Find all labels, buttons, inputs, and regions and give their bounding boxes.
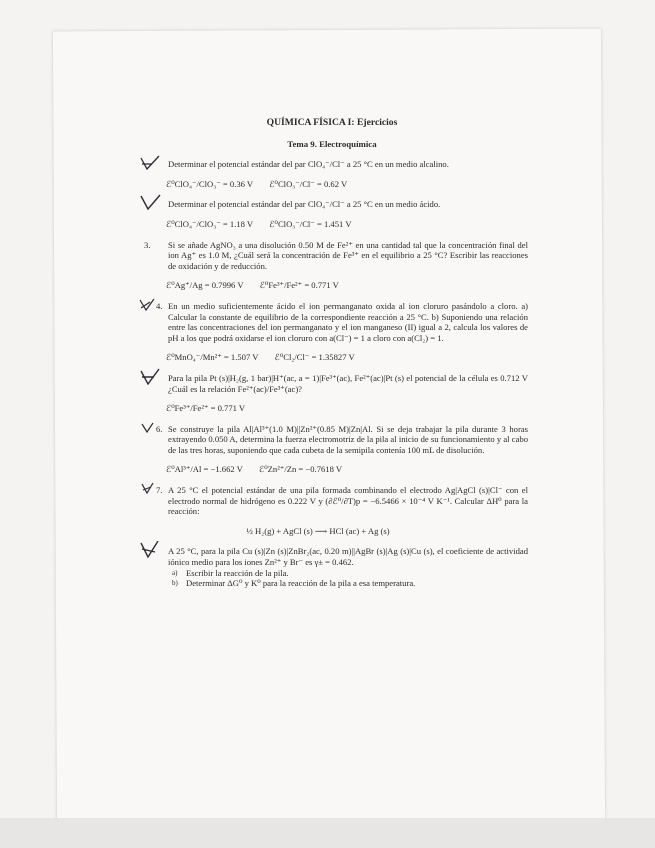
exercise-1 <box>168 159 528 170</box>
exercise-8-item-b <box>172 578 528 589</box>
handwritten-check-mark <box>138 154 162 172</box>
item-text: Determinar ΔG⁰ y K⁰ para la reacción de la pila a esa temperatura. <box>186 578 416 589</box>
exercise-text: A 25 °C, para la pila Cu (s)|Zn (s)|ZnBr₂(ac, 0.20 m)||AgBr (s)|Ag (s)|Cu (s), el coeficiente de actividad iónico medio para los iones Zn²⁺ y Br⁻ es γ± = 0.462. <box>168 546 528 568</box>
exercise-5 <box>168 373 528 394</box>
exercise-8 <box>168 546 528 588</box>
exercise-4 <box>156 300 528 343</box>
exercise-6 <box>156 423 528 456</box>
exercise-text: Determinar el potencial estándar del par ClO₄⁻/Cl⁻ a 25 °C en un medio ácido. <box>168 199 441 210</box>
exercise-text: Si se añade AgNO₃ a una disolución 0.50 M de Fe²⁺ en una cantidad tal que la concentración final del ion Ag⁺ es 1.0 M, ¿Cuál será la concentración de Fe³⁺ en el equilibrio a 25 °C? Escribir las reacciones de oxidación y de reducción. <box>168 239 528 271</box>
exercise-number: 3. <box>144 239 151 250</box>
handwritten-check-mark <box>138 194 162 212</box>
exercise-text: Para la pila Pt (s)|H₂(g, 1 bar)|H⁺(ac, a = 1)|Fe³⁺(ac), Fe²⁺(ac)|Pt (s) el potencial de la célula es 0.712 V ¿Cuál es la relación Fe²⁺(ac)/Fe³⁺(ac)? <box>168 372 528 394</box>
exercise-1-equations <box>166 179 528 190</box>
equation: ℰ⁰Fe³⁺/Fe²⁺ = 0.771 V <box>259 280 339 291</box>
equation: ½ H₂(g) + AgCl (s) ⟶ HCl (ac) + Ag (s) <box>246 525 390 536</box>
item-mark: a) <box>172 568 178 577</box>
exercise-5-equations <box>166 403 528 414</box>
equation: ℰ⁰ClO₃⁻/Cl⁻ = 0.62 V <box>269 178 348 189</box>
item-mark: b) <box>172 579 178 588</box>
exercise-text: Determinar el potencial estándar del par ClO₄⁻/Cl⁻ a 25 °C en un medio alcalino. <box>168 159 449 170</box>
equation: ℰ⁰Ag⁺/Ag = 0.7996 V <box>166 280 244 291</box>
exercise-text: En un medio suficientemente ácido el ion permanganato oxida al ion cloruro pasándolo a cloro. a) Calcular la constante de equilibrio de la correspondiente reacción a 25 °C. b) Suponiendo una relación entre las concentraciones del ion permanganato y el ion manganeso (II) igual a 2, calcula los valores de pH a los que podrá oxidarse el ion cloruro con a(Cl⁻) = 1 a cloro con a(Cl₂) = 1. <box>168 300 528 343</box>
equation: ℰ⁰ClO₄⁻/ClO₃⁻ = 0.36 V <box>166 178 254 189</box>
exercise-number: 7. <box>156 485 163 496</box>
equation: ℰ⁰Cl₂/Cl⁻ = 1.35827 V <box>274 352 355 363</box>
equation: ℰ⁰ClO₃⁻/Cl⁻ = 1.451 V <box>269 218 352 229</box>
page-subtitle: Tema 9. Electroquímica <box>287 138 377 149</box>
exercise-2-equations <box>166 219 528 230</box>
exercise-6-equations <box>166 464 528 475</box>
equation: ℰ⁰ClO₄⁻/ClO₃⁻ = 1.18 V <box>166 218 254 229</box>
equation: ℰ⁰Fe³⁺/Fe²⁺ = 0.771 V <box>166 403 246 414</box>
equation: ℰ⁰Al³⁺/Al = −1.662 V <box>166 464 243 475</box>
exercise-3 <box>144 239 528 272</box>
page-title: QUÍMICA FÍSICA I: Ejercicios <box>266 117 398 128</box>
exercise-8-item-a <box>172 568 528 579</box>
document-content <box>108 118 528 589</box>
exercise-7 <box>156 485 528 517</box>
exercise-text: A 25 °C el potencial estándar de una pila formada combinando el electrodo Ag|AgCl (s)|Cl⁻ con el electrodo normal de hidrógeno es 0.222 V y (∂ℰ⁰/∂T)p = −6.5466 × 10⁻⁴ V K⁻¹. Calcular ΔH⁰ para la reacción: <box>168 485 528 517</box>
exercise-4-equations <box>166 352 528 363</box>
equation: ℰ⁰Zn²⁺/Zn = −0.7618 V <box>259 464 343 475</box>
exercise-2 <box>168 199 528 210</box>
handwritten-check-mark <box>138 368 162 386</box>
background-surface <box>0 818 655 848</box>
equation: ℰ⁰MnO₄⁻/Mn²⁺ = 1.507 V <box>166 352 259 363</box>
exercise-text: Se construye la pila Al|Al³⁺(1.0 M)||Zn²⁺(0.85 M)|Zn|Al. Si se deja trabajar la pila durante 3 horas extrayendo 0.050 A, determina la fuerza electromotriz de la pila al inicio de su funcionamiento y al cabo de las tres horas, suponiendo que cada cubeta de la semipila contenía 100 mL de disolución. <box>168 423 528 455</box>
handwritten-check-mark <box>138 541 162 559</box>
exercise-3-equations <box>166 280 528 291</box>
item-text: Escribir la reacción de la pila. <box>186 567 289 578</box>
exercise-number: 4. <box>156 300 163 311</box>
exercise-7-equations <box>108 526 528 537</box>
exercise-number: 6. <box>156 423 163 434</box>
